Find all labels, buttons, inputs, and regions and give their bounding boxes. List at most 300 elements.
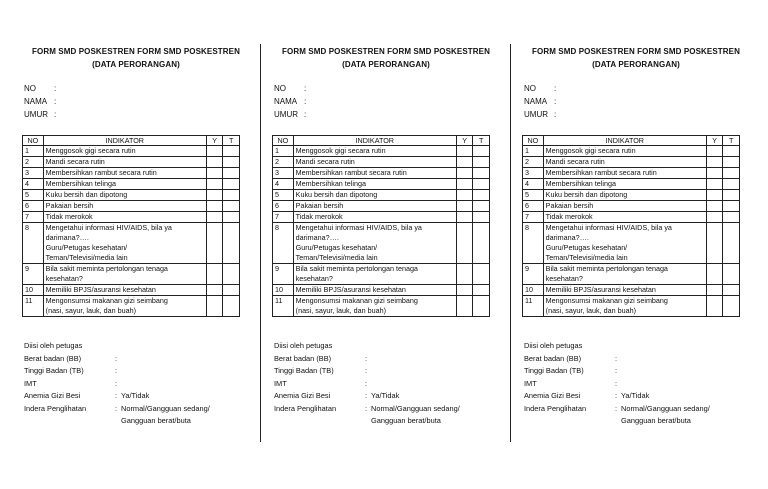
identity-label: NO [524, 84, 536, 93]
petugas-field-colon: : [615, 403, 618, 413]
indicator-number: 7 [523, 212, 544, 223]
form-title [22, 45, 250, 71]
indicator-text [293, 223, 456, 264]
petugas-continuation-text: Gangguan berat/buta [621, 416, 691, 425]
checkbox-cell-t[interactable] [473, 157, 490, 168]
checkbox-cell-t[interactable] [723, 157, 740, 168]
indicator-number: 10 [273, 285, 294, 296]
indicator-line: (nasi, sayur, lauk, dan buah) [545, 306, 636, 315]
indicator-line: Bila sakit meminta pertolongan tenaga [295, 264, 418, 273]
indicator-line: darimana?…. [545, 233, 589, 242]
indicator-number: 2 [523, 157, 544, 168]
identity-colon: : [54, 84, 57, 93]
checkbox-cell-y[interactable] [456, 146, 473, 157]
petugas-field-label: Tinggi Badan (TB) [274, 366, 334, 375]
checkbox-cell-y[interactable] [206, 146, 223, 157]
indicator-line: Guru/Petugas kesehatan/ [295, 243, 378, 252]
checkbox-cell-t[interactable] [723, 223, 740, 264]
indicator-number: 8 [523, 223, 544, 264]
checkbox-cell-y[interactable] [206, 223, 223, 264]
checkbox-cell-y[interactable] [706, 212, 723, 223]
indicator-text [293, 264, 456, 285]
identity-row [24, 109, 56, 121]
checkbox-cell-t[interactable] [223, 296, 240, 317]
checkbox-cell-y[interactable] [206, 179, 223, 190]
indicator-line: (nasi, sayur, lauk, dan buah) [45, 306, 136, 315]
checkbox-cell-t[interactable] [723, 212, 740, 223]
checkbox-cell-t[interactable] [473, 285, 490, 296]
checkbox-cell-t[interactable] [723, 146, 740, 157]
form-title [522, 45, 750, 71]
petugas-field-label: Indera Penglihatan [274, 403, 337, 413]
smd-form-3 [522, 0, 754, 489]
petugas-field-colon: : [115, 403, 118, 413]
indicator-line: Mengetahui informasi HIV/AIDS, bila ya [295, 223, 422, 232]
indicator-line: Bila sakit meminta pertolongan tenaga [45, 264, 168, 273]
indicator-line: Pakaian bersih [295, 201, 344, 210]
identity-row [24, 83, 56, 95]
indicator-text [43, 179, 206, 190]
table-row [523, 296, 740, 317]
table-row [23, 223, 240, 264]
indicator-text [293, 212, 456, 223]
indicator-number: 2 [23, 157, 44, 168]
checkbox-cell-y[interactable] [456, 179, 473, 190]
petugas-field-label: Indera Penglihatan [24, 403, 87, 413]
checkbox-cell-t[interactable] [223, 157, 240, 168]
indicator-text [43, 201, 206, 212]
identity-label: NAMA [24, 97, 48, 106]
table-row [273, 179, 490, 190]
table-row [523, 201, 740, 212]
checkbox-cell-t[interactable] [223, 146, 240, 157]
identity-row [524, 96, 556, 108]
indicator-line: kesehatan? [45, 274, 83, 283]
indicator-line: Mengonsumsi makanan gizi seimbang [545, 296, 668, 305]
table-row [23, 212, 240, 223]
header-no: NO [523, 136, 544, 146]
checkbox-cell-y[interactable] [206, 190, 223, 201]
table-header-row [23, 136, 240, 146]
table-row [273, 223, 490, 264]
petugas-heading-text: Diisi oleh petugas [24, 341, 83, 350]
indicator-number: 10 [523, 285, 544, 296]
petugas-field-colon: : [365, 353, 368, 363]
checkbox-cell-y[interactable] [706, 264, 723, 285]
table-row [523, 264, 740, 285]
petugas-field-label: IMT [274, 378, 287, 388]
identity-colon: : [304, 110, 307, 119]
checkbox-cell-t[interactable] [473, 190, 490, 201]
checkbox-cell-t[interactable] [223, 168, 240, 179]
petugas-field-value: Ya/Tidak [371, 391, 400, 400]
checkbox-cell-t[interactable] [723, 264, 740, 285]
indicator-number: 9 [273, 264, 294, 285]
indicator-text [543, 168, 706, 179]
indicator-line: Mandi secara rutin [45, 157, 105, 166]
checkbox-cell-t[interactable] [723, 190, 740, 201]
checkbox-cell-y[interactable] [706, 168, 723, 179]
column-divider [510, 44, 511, 442]
indicator-line: Pakaian bersih [545, 201, 594, 210]
petugas-field-colon: : [615, 353, 618, 363]
identity-label: NO [24, 84, 36, 93]
indicator-text [543, 264, 706, 285]
indicator-line: Kuku bersih dan dipotong [545, 190, 628, 199]
petugas-field-label: IMT [524, 378, 537, 388]
petugas-field-label: Tinggi Badan (TB) [524, 366, 584, 375]
indicator-line: Membersihkan rambut secara rutin [295, 168, 407, 177]
checkbox-cell-t[interactable] [723, 285, 740, 296]
checkbox-cell-t[interactable] [223, 201, 240, 212]
indicator-line: Tidak merokok [295, 212, 343, 221]
checkbox-cell-y[interactable] [206, 264, 223, 285]
header-no: NO [23, 136, 44, 146]
petugas-field-label: Berat badan (BB) [524, 353, 582, 363]
indicator-line: Memiliki BPJS/asuransi kesehatan [295, 285, 406, 294]
indicator-text [293, 146, 456, 157]
petugas-field-label: IMT [24, 378, 37, 388]
table-row [23, 190, 240, 201]
table-row [23, 201, 240, 212]
checkbox-cell-y[interactable] [456, 157, 473, 168]
indicator-number: 5 [23, 190, 44, 201]
checkbox-cell-y[interactable] [456, 168, 473, 179]
indicator-line: Membersihkan telinga [45, 179, 116, 188]
petugas-field-colon: : [115, 353, 118, 363]
checkbox-cell-t[interactable] [223, 212, 240, 223]
table-row [273, 146, 490, 157]
petugas-heading-text: Diisi oleh petugas [274, 341, 333, 350]
indicator-line: Kuku bersih dan dipotong [295, 190, 378, 199]
indicator-text [43, 223, 206, 264]
indicator-text [43, 168, 206, 179]
header-t: T [223, 136, 240, 146]
indicator-line: Mengonsumsi makanan gizi seimbang [295, 296, 418, 305]
petugas-field-value: Normal/Gangguan sedang/ [121, 403, 210, 413]
table-row [523, 285, 740, 296]
indicator-number: 10 [23, 285, 44, 296]
identity-colon: : [54, 110, 57, 119]
indicator-line: Mengonsumsi makanan gizi seimbang [45, 296, 168, 305]
petugas-field-label: Anemia Gizi Besi [24, 391, 81, 400]
smd-form-1 [22, 0, 254, 489]
indicator-line: Tidak merokok [545, 212, 593, 221]
indicator-table [22, 135, 240, 317]
indicator-line: darimana?…. [295, 233, 339, 242]
petugas-field-colon: : [615, 391, 618, 400]
petugas-field-colon: : [365, 403, 368, 413]
table-row [23, 285, 240, 296]
checkbox-cell-t[interactable] [223, 285, 240, 296]
petugas-field-colon: : [615, 366, 618, 375]
checkbox-cell-y[interactable] [706, 223, 723, 264]
petugas-continuation-text: Gangguan berat/buta [371, 416, 441, 425]
indicator-number: 6 [523, 201, 544, 212]
petugas-field-value: Ya/Tidak [121, 391, 150, 400]
petugas-continuation-text: Gangguan berat/buta [121, 416, 191, 425]
checkbox-cell-t[interactable] [723, 168, 740, 179]
indicator-line: Pakaian bersih [45, 201, 94, 210]
checkbox-cell-y[interactable] [706, 201, 723, 212]
identity-label: UMUR [274, 110, 298, 119]
checkbox-cell-t[interactable] [473, 296, 490, 317]
identity-row [274, 96, 306, 108]
checkbox-cell-t[interactable] [473, 212, 490, 223]
indicator-number: 9 [523, 264, 544, 285]
column-divider [260, 44, 261, 442]
indicator-number: 11 [273, 296, 294, 317]
indicator-number: 3 [273, 168, 294, 179]
indicator-text [293, 168, 456, 179]
identity-row [274, 109, 306, 121]
table-row [523, 190, 740, 201]
indicator-number: 2 [273, 157, 294, 168]
indicator-line: Membersihkan telinga [545, 179, 616, 188]
indicator-number: 1 [523, 146, 544, 157]
indicator-line: Teman/Televisi/media lain [295, 253, 378, 262]
petugas-field-label: Tinggi Badan (TB) [24, 366, 84, 375]
indicator-text [543, 190, 706, 201]
petugas-field-value: Normal/Gangguan sedang/ [371, 403, 460, 413]
checkbox-cell-y[interactable] [456, 190, 473, 201]
indicator-number: 8 [23, 223, 44, 264]
identity-label: NAMA [274, 97, 298, 106]
checkbox-cell-t[interactable] [223, 190, 240, 201]
header-y: Y [706, 136, 723, 146]
identity-colon: : [304, 97, 307, 106]
checkbox-cell-y[interactable] [206, 285, 223, 296]
indicator-number: 11 [23, 296, 44, 317]
indicator-text [543, 285, 706, 296]
checkbox-cell-t[interactable] [473, 168, 490, 179]
checkbox-cell-t[interactable] [723, 296, 740, 317]
table-row [523, 146, 740, 157]
table-header-row [273, 136, 490, 146]
identity-colon: : [554, 110, 557, 119]
checkbox-cell-y[interactable] [206, 201, 223, 212]
petugas-field-label: Berat badan (BB) [24, 353, 82, 363]
checkbox-cell-y[interactable] [206, 296, 223, 317]
header-no: NO [273, 136, 294, 146]
indicator-line: Guru/Petugas kesehatan/ [45, 243, 128, 252]
indicator-text [293, 296, 456, 317]
form-title-line1: FORM SMD POSKESTREN FORM SMD POSKESTREN [532, 47, 740, 56]
table-row [273, 190, 490, 201]
form-title-line2: (DATA PERORANGAN) [92, 60, 180, 69]
checkbox-cell-t[interactable] [223, 264, 240, 285]
indicator-number: 8 [273, 223, 294, 264]
identity-label: UMUR [24, 110, 48, 119]
indicator-table [272, 135, 490, 317]
indicator-line: Mengetahui informasi HIV/AIDS, bila ya [45, 223, 172, 232]
checkbox-cell-y[interactable] [706, 146, 723, 157]
indicator-number: 4 [23, 179, 44, 190]
checkbox-cell-t[interactable] [473, 201, 490, 212]
smd-form-2 [272, 0, 504, 489]
indicator-number: 6 [273, 201, 294, 212]
indicator-number: 3 [523, 168, 544, 179]
indicator-text [293, 285, 456, 296]
indicator-text [293, 179, 456, 190]
indicator-text [43, 212, 206, 223]
table-row [273, 168, 490, 179]
identity-colon: : [54, 97, 57, 106]
indicator-line: Membersihkan telinga [295, 179, 366, 188]
table-row [23, 179, 240, 190]
indicator-text [543, 146, 706, 157]
indicator-number: 5 [273, 190, 294, 201]
checkbox-cell-t[interactable] [723, 201, 740, 212]
checkbox-cell-y[interactable] [706, 157, 723, 168]
indicator-line: Menggosok gigi secara rutin [295, 146, 386, 155]
form-title [272, 45, 500, 71]
indicator-line: kesehatan? [295, 274, 333, 283]
table-row [23, 146, 240, 157]
checkbox-cell-y[interactable] [706, 285, 723, 296]
identity-colon: : [554, 84, 557, 93]
table-row [523, 212, 740, 223]
indicator-number: 5 [523, 190, 544, 201]
checkbox-cell-y[interactable] [206, 168, 223, 179]
indicator-text [43, 296, 206, 317]
indicator-number: 1 [273, 146, 294, 157]
indicator-line: Teman/Televisi/media lain [545, 253, 628, 262]
table-row [273, 212, 490, 223]
checkbox-cell-y[interactable] [456, 212, 473, 223]
identity-row [524, 109, 556, 121]
table-header-row [523, 136, 740, 146]
header-t: T [473, 136, 490, 146]
indicator-number: 3 [23, 168, 44, 179]
header-y: Y [456, 136, 473, 146]
header-indikator: INDIKATOR [293, 136, 456, 146]
header-y: Y [206, 136, 223, 146]
checkbox-cell-t[interactable] [473, 179, 490, 190]
indicator-line: Menggosok gigi secara rutin [545, 146, 636, 155]
petugas-field-label: Berat badan (BB) [274, 353, 332, 363]
table-row [273, 296, 490, 317]
indicator-text [543, 157, 706, 168]
identity-colon: : [304, 84, 307, 93]
indicator-text [293, 157, 456, 168]
checkbox-cell-t[interactable] [473, 146, 490, 157]
petugas-field-colon: : [365, 366, 368, 375]
checkbox-cell-t[interactable] [223, 179, 240, 190]
petugas-field-label: Anemia Gizi Besi [524, 391, 581, 400]
table-row [273, 285, 490, 296]
table-row [273, 201, 490, 212]
indicator-line: Bila sakit meminta pertolongan tenaga [545, 264, 668, 273]
indicator-number: 9 [23, 264, 44, 285]
table-row [273, 264, 490, 285]
indicator-line: Mengetahui informasi HIV/AIDS, bila ya [545, 223, 672, 232]
table-row [523, 168, 740, 179]
indicator-line: Tidak merokok [45, 212, 93, 221]
indicator-line: kesehatan? [545, 274, 583, 283]
table-row [23, 157, 240, 168]
indicator-line: (nasi, sayur, lauk, dan buah) [295, 306, 386, 315]
indicator-text [543, 179, 706, 190]
header-indikator: INDIKATOR [543, 136, 706, 146]
identity-row [274, 83, 306, 95]
petugas-field-colon: : [115, 391, 118, 400]
indicator-text [43, 146, 206, 157]
indicator-text [543, 201, 706, 212]
checkbox-cell-y[interactable] [456, 296, 473, 317]
checkbox-cell-y[interactable] [456, 223, 473, 264]
indicator-text [43, 190, 206, 201]
form-title-line1: FORM SMD POSKESTREN FORM SMD POSKESTREN [32, 47, 240, 56]
checkbox-cell-t[interactable] [473, 223, 490, 264]
indicator-text [43, 157, 206, 168]
indicator-number: 7 [23, 212, 44, 223]
form-title-line1: FORM SMD POSKESTREN FORM SMD POSKESTREN [282, 47, 490, 56]
indicator-text [543, 223, 706, 264]
indicator-line: Menggosok gigi secara rutin [45, 146, 136, 155]
petugas-field-colon: : [615, 378, 618, 388]
petugas-field-value: Ya/Tidak [621, 391, 650, 400]
identity-label: NO [274, 84, 286, 93]
checkbox-cell-t[interactable] [723, 179, 740, 190]
petugas-field-colon: : [115, 378, 118, 388]
indicator-text [293, 201, 456, 212]
indicator-number: 7 [273, 212, 294, 223]
checkbox-cell-y[interactable] [206, 157, 223, 168]
indicator-table [522, 135, 740, 317]
table-row [273, 157, 490, 168]
checkbox-cell-y[interactable] [706, 179, 723, 190]
indicator-line: Membersihkan rambut secara rutin [45, 168, 157, 177]
checkbox-cell-y[interactable] [456, 264, 473, 285]
petugas-field-colon: : [365, 378, 368, 388]
petugas-heading-text: Diisi oleh petugas [524, 341, 583, 350]
indicator-text [543, 212, 706, 223]
indicator-line: Kuku bersih dan dipotong [45, 190, 128, 199]
form-title-line2: (DATA PERORANGAN) [592, 60, 680, 69]
table-row [23, 264, 240, 285]
indicator-number: 1 [23, 146, 44, 157]
checkbox-cell-y[interactable] [456, 285, 473, 296]
checkbox-cell-t[interactable] [223, 223, 240, 264]
checkbox-cell-y[interactable] [456, 201, 473, 212]
identity-row [24, 96, 56, 108]
table-row [523, 157, 740, 168]
table-row [523, 179, 740, 190]
form-title-line2: (DATA PERORANGAN) [342, 60, 430, 69]
checkbox-cell-t[interactable] [473, 264, 490, 285]
checkbox-cell-y[interactable] [706, 190, 723, 201]
indicator-line: Membersihkan rambut secara rutin [545, 168, 657, 177]
identity-colon: : [554, 97, 557, 106]
indicator-number: 4 [273, 179, 294, 190]
indicator-line: Mandi secara rutin [295, 157, 355, 166]
indicator-number: 6 [23, 201, 44, 212]
indicator-number: 11 [523, 296, 544, 317]
indicator-text [293, 190, 456, 201]
checkbox-cell-y[interactable] [706, 296, 723, 317]
table-row [23, 296, 240, 317]
indicator-text [43, 264, 206, 285]
petugas-field-colon: : [365, 391, 368, 400]
identity-label: UMUR [524, 110, 548, 119]
checkbox-cell-y[interactable] [206, 212, 223, 223]
table-row [523, 223, 740, 264]
petugas-field-label: Anemia Gizi Besi [274, 391, 331, 400]
indicator-line: Teman/Televisi/media lain [45, 253, 128, 262]
header-indikator: INDIKATOR [43, 136, 206, 146]
petugas-field-colon: : [115, 366, 118, 375]
